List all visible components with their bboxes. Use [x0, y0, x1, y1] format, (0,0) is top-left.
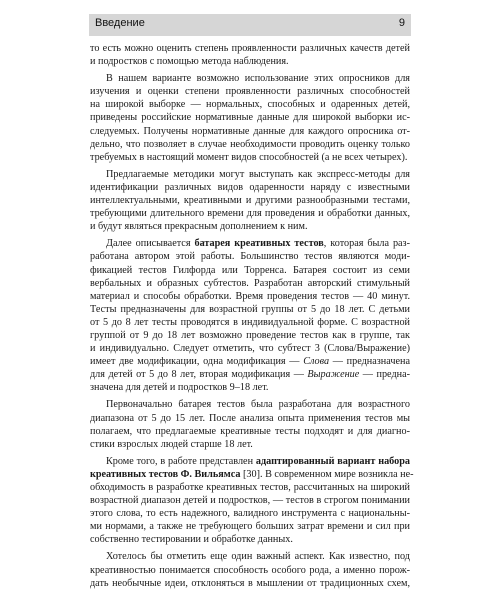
text-line: креативностью понимается способность особого рода, а именно порож- — [90, 564, 410, 576]
text-line: Кроме того, в работе представлен адаптированный вариант набора — [106, 455, 410, 467]
header-section-title: Введение — [95, 17, 145, 29]
text-line: Далее описывается батарея креативных тестов, которая была раз- — [106, 238, 410, 250]
text-line: возрастной диапазон детей и подростков, — тестов в строгом понимании — [90, 495, 410, 507]
text-line: Тесты предназначены для возрастной группы от 5 до 18 лет. С детьми — [90, 303, 410, 315]
text-line: работана автором этой работы. Большинство тестов являются моди- — [90, 251, 410, 263]
text-line: креативных тестов Ф. Вильямса [30]. В современном мире возникла не- — [90, 468, 414, 480]
text-line: собственно тестировании и обработке данных. — [90, 534, 293, 546]
text-line: для детей от 5 до 8 лет, вторая модификация — Выражение — предна- — [90, 369, 410, 381]
paragraph — [90, 42, 410, 68]
paragraph — [90, 168, 410, 233]
text-line: и индивидуально. Следует отметить, что субтест 3 (Слова/Выражение) — [90, 343, 410, 355]
paragraph — [90, 398, 410, 450]
text-line: дельно, что позволяет в случае необходимости проводить оценку только — [90, 138, 410, 150]
text-line: требуемых в настоящий момент видов способностей (а не всех четырех). — [90, 151, 408, 163]
text-line: то есть можно оценить степень проявленности различных качеств детей — [90, 43, 410, 54]
text-line: В нашем варианте возможно использование этих опросников для — [106, 73, 410, 85]
text-line: дать необычные идеи, отклоняться в мышлении от традиционных схем, — [90, 577, 410, 589]
text-line: диапазона от 5 до 15 лет. После анализа опыта применения тестов мы — [90, 412, 410, 424]
paragraph — [90, 455, 414, 547]
paragraph — [90, 550, 410, 589]
text-line: этого слова, то есть надежного, валидного инструмента с национальны- — [90, 508, 410, 520]
running-header — [89, 14, 411, 36]
text-line: вербальных и образных субтестов. Разработан авторский стимульный — [90, 277, 410, 289]
text-line: Хотелось бы отметить еще один важный аспект. Как известно, под — [106, 551, 410, 563]
text-line: полагаем, что предлагаемые креативные тесты подходят и для диагно- — [90, 425, 410, 437]
text-line: приведены российские нормативные данные для широкой выборки ис- — [90, 112, 410, 124]
text-line: обходимость в разработке креативных тестов, рассчитанных на широкий — [90, 482, 410, 493]
text-line: следуемых. Получены нормативные данные для каждого опросника от- — [90, 125, 410, 137]
text-line: и подростков с помощью метода наблюдения. — [90, 56, 289, 68]
text-line: фикацией тестов Гилфорда или Торренса. Батарея состоит из семи — [90, 264, 410, 276]
text-line: значена для детей и подростков 9–18 лет. — [90, 382, 269, 394]
text-line: Предлагаемые методики могут выступать как экспресс-методы для — [106, 168, 410, 180]
text-line: и будут являться прекрасным дополнением к ним. — [90, 221, 308, 233]
text-line: Первоначально батарея тестов была разработана для возрастного — [106, 399, 410, 411]
body-text — [90, 42, 414, 590]
text-line: ми нормами, а также не требующего больших затрат времени и сил при — [90, 521, 410, 533]
page-number: 9 — [398, 17, 405, 29]
paragraph — [90, 237, 410, 394]
text-line: стики взрослых людей старше 18 лет. — [90, 438, 253, 450]
text-line: интеллектуальными, креативными и другими разнообразными тестами, — [90, 195, 410, 207]
text-line: требующими длительного времени для проведения и обработки данных, — [90, 208, 410, 220]
text-line: на широкой выборке — нормальных, способных и одаренных детей, — [90, 99, 410, 111]
text-line: идентификации различных видов одаренности наряду с известными — [90, 181, 410, 193]
text-line: группой от 9 до 18 лет возможно проведение тестов как в группе, так — [90, 329, 410, 341]
text-line: имеет две модификации, одна модификация — Слова — предназначена — [90, 356, 410, 368]
text-line: от 5 до 8 лет тесты проводятся в индивидуальной форме. С возрастной — [90, 316, 410, 328]
text-line: изучения и оценки степени проявленности различных способностей — [90, 86, 410, 98]
text-line: материал и способы обработки. Время проведения тестов — 40 минут. — [90, 290, 410, 302]
paragraph — [90, 72, 410, 164]
